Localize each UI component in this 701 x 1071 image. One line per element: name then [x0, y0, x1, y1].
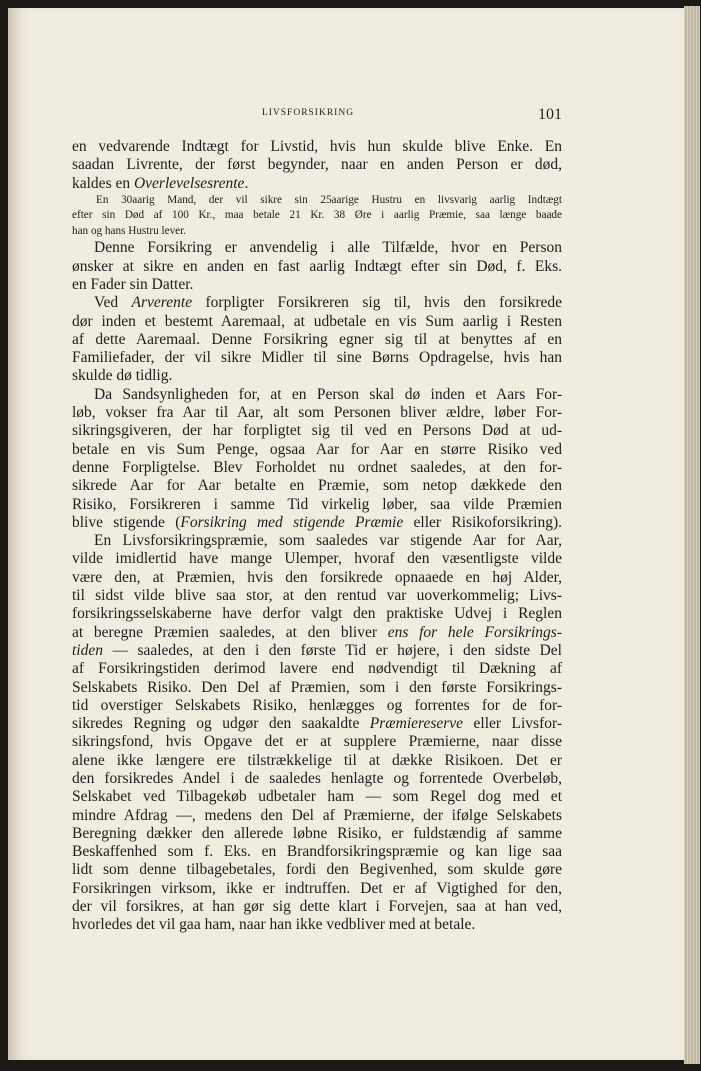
text-run: Ved — [94, 294, 132, 312]
italic-term: ens for hele Forsikrings- — [387, 623, 562, 641]
text-run: eller Risikoforsikring). — [403, 513, 563, 531]
page-stack-edge — [684, 6, 700, 1064]
book-page — [8, 8, 686, 1060]
text-run: kaldes en — [72, 174, 134, 192]
text-run: forpligter Forsikreren sig til, hvis den forsikrede — [192, 294, 563, 312]
text-line: af Forsikringstiden derimod lavere end nødvendigt til Dækning af — [72, 660, 562, 678]
text-line: løb, vokser fra Aar til Aar, alt som Personen bliver ældre, løber For- — [72, 404, 562, 422]
text-line: hvorledes det vil gaa ham, naar han ikke vedbliver med at betale. — [72, 916, 476, 934]
text-line: Selskabets Risiko. Den Del af Præmien, som i den første Forsikrings- — [72, 678, 562, 696]
text-line: dør inden et bestemt Aaremaal, at udbetale en vis Sum aarlig i Resten — [72, 312, 562, 330]
text-line: en vedvarende Indtægt for Livstid, hvis hun skulde blive Enke. En — [72, 138, 562, 155]
text-line: alene ikke længere ere tilstrækkelige til at dække Risikoen. Det er — [72, 751, 562, 769]
text-line: ønsker at sikre en anden en fast aarlig Indtægt efter sin Død, f. Eks. — [72, 257, 562, 275]
text-line: forsikringsselskaberne have derfor valgt den praktiske Udvej i Reglen — [72, 605, 562, 623]
text-run: eller Livsfor- — [463, 715, 562, 733]
text-line: Beregning dækker den allerede løbne Risiko, er fuldstændig af samme — [72, 824, 562, 842]
text-line — [72, 642, 562, 660]
text-line — [72, 624, 562, 642]
text-run: blive stigende ( — [72, 513, 181, 531]
italic-term: tiden — [72, 641, 103, 659]
running-head: LIVSFORSIKRING — [261, 108, 355, 118]
text-line: Familiefader, der vil sikre Midler til sine Børns Opdragelse, hvis han — [72, 349, 562, 367]
text-line — [72, 715, 562, 733]
body-text — [72, 138, 562, 935]
text-line: sikrede Aar for Aar betalte en Præmie, som netop dækkede den — [72, 477, 562, 495]
text-line: En Livsforsikringspræmie, som saaledes var stigende Aar for Aar, — [94, 532, 562, 550]
text-line: tid overstiger Selskabets Risiko, henlægges og forrentes for de for- — [72, 696, 562, 714]
text-run: sikredes Regning og udgør den saakaldte — [72, 715, 370, 733]
text-line: Selskabet ved Tilbagekøb udbetaler ham — som Regel dog med et — [72, 788, 562, 806]
text-run: — saaledes, at den i den første Tid er højere, i den sidste Del — [103, 641, 562, 659]
text-line: Forsikringen virksom, ikke er indtruffen. Det er af Vigtighed for den, — [72, 879, 562, 897]
text-line — [72, 514, 562, 532]
text-line: der vil forsikres, at han gør sig dette klart i Forvejen, saa at han ved, — [72, 898, 562, 916]
text-line: skulde dø tidlig. — [72, 367, 173, 385]
note-line: han og hans Hustru lever. — [72, 224, 187, 237]
text-line: den forsikredes Andel i de saaledes henlagte og forrentede Overbeløb, — [72, 770, 562, 787]
text-line: saadan Livrente, der først begynder, naar en anden Person er død, — [72, 156, 562, 174]
text-line: være den, at Præmien, hvis den forsikrede opnaaede en høj Alder, — [72, 568, 562, 586]
page-number: 101 — [538, 106, 562, 123]
text-line: mindre Afdrag —, medens den Del af Præmierne, der ifølge Selskabets — [72, 806, 562, 824]
text-line: Da Sandsynligheden for, at en Person skal dø inden et Aars For- — [94, 385, 562, 403]
text-line: af dette Aaremaal. Denne Forsikring egner sig til at benyttes af en — [72, 330, 562, 348]
italic-term: Arverente — [131, 294, 193, 312]
text-line: Beskaffenhed som f. Eks. en Brandforsikringspræmie og kan lige saa — [72, 843, 562, 861]
italic-term: Overlevelsesrente — [133, 174, 245, 192]
example-note — [72, 193, 562, 240]
text-line: en Fader sin Datter. — [72, 275, 194, 293]
text-line — [72, 294, 562, 312]
text-line: til sidst vilde blive saa stor, at den rentud var uoverkommelig; Livs- — [72, 587, 562, 605]
text-line: Denne Forsikring er anvendelig i alle Tilfælde, hvor en Person — [94, 239, 562, 257]
text-line: vilde imidlertid have mange Ulemper, hvoraf den væsentligste vilde — [72, 550, 562, 568]
text-line: sikringsgiveren, der har forpligtet sig til ved en Persons Død at ud- — [72, 422, 562, 440]
text-run: . — [244, 174, 249, 192]
note-line: efter sin Død af 100 Kr., maa betale 21 Kr. 38 Øre i aarlig Præmie, saa længe baade — [72, 209, 562, 222]
text-run: at beregne Præmien saaledes, at den bliver — [72, 623, 388, 641]
text-line: denne Forpligtelse. Blev Forholdet nu ordnet saaledes, at den for- — [72, 458, 562, 476]
text-line — [72, 175, 562, 193]
text-line: betale en vis Sum Penge, ogsaa Aar for Aar en større Risiko ved — [72, 440, 562, 458]
italic-term: Præmiereserve — [369, 715, 464, 733]
note-line: En 30aarig Mand, der vil sikre sin 25aarige Hustru en livsvarig aarlig Indtægt — [96, 193, 562, 206]
italic-term: Forsikring med stigende Præmie — [180, 513, 404, 531]
text-line: Risiko, Forsikreren i samme Tid virkelig løber, saa vilde Præmien — [72, 495, 562, 513]
text-line: sikringsfond, hvis Opgave det er at supplere Præmierne, naar disse — [72, 733, 562, 751]
text-line: lidt som denne tilbagebetales, fordi den Begivenhed, som skulde gøre — [72, 861, 562, 879]
